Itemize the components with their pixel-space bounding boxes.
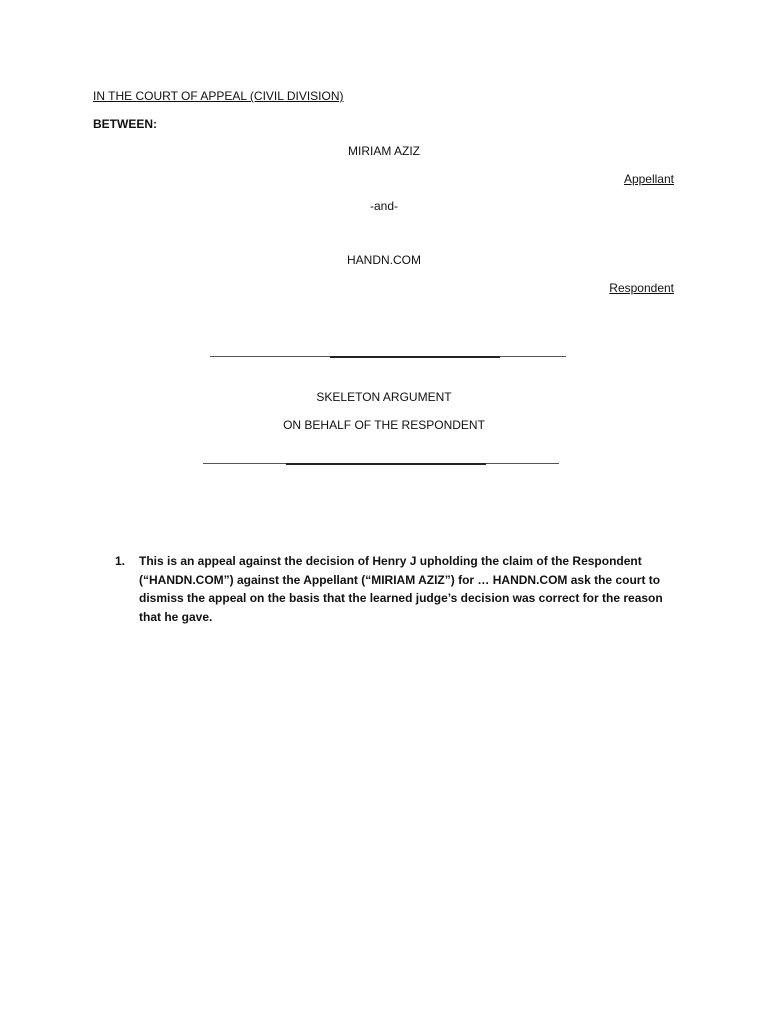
document-title: SKELETON ARGUMENT xyxy=(316,390,452,404)
court-heading: IN THE COURT OF APPEAL (CIVIL DIVISION) xyxy=(93,89,344,103)
between-label: BETWEEN: xyxy=(93,117,157,131)
paragraph-number: 1. xyxy=(115,554,126,568)
appellant-role: Appellant xyxy=(623,172,674,186)
and-separator: -and- xyxy=(369,199,398,213)
top-rule-emphasis xyxy=(330,356,500,358)
bottom-rule-emphasis xyxy=(286,463,486,465)
appellant-name: MIRIAM AZIZ xyxy=(348,144,420,158)
paragraph-text: This is an appeal against the decision of Henry J upholding the claim of the Respondent (“HANDN.COM”) against the Appellant (“MIRIAM AZIZ”) for … HANDN.COM ask the court to dismiss the appeal on the basis that the learned judge’s decision was correct for the reason that he gave. xyxy=(139,554,663,624)
respondent-name: HANDN.COM xyxy=(347,253,421,267)
respondent-role: Respondent xyxy=(609,281,674,295)
document-subtitle: ON BEHALF OF THE RESPONDENT xyxy=(283,418,485,432)
